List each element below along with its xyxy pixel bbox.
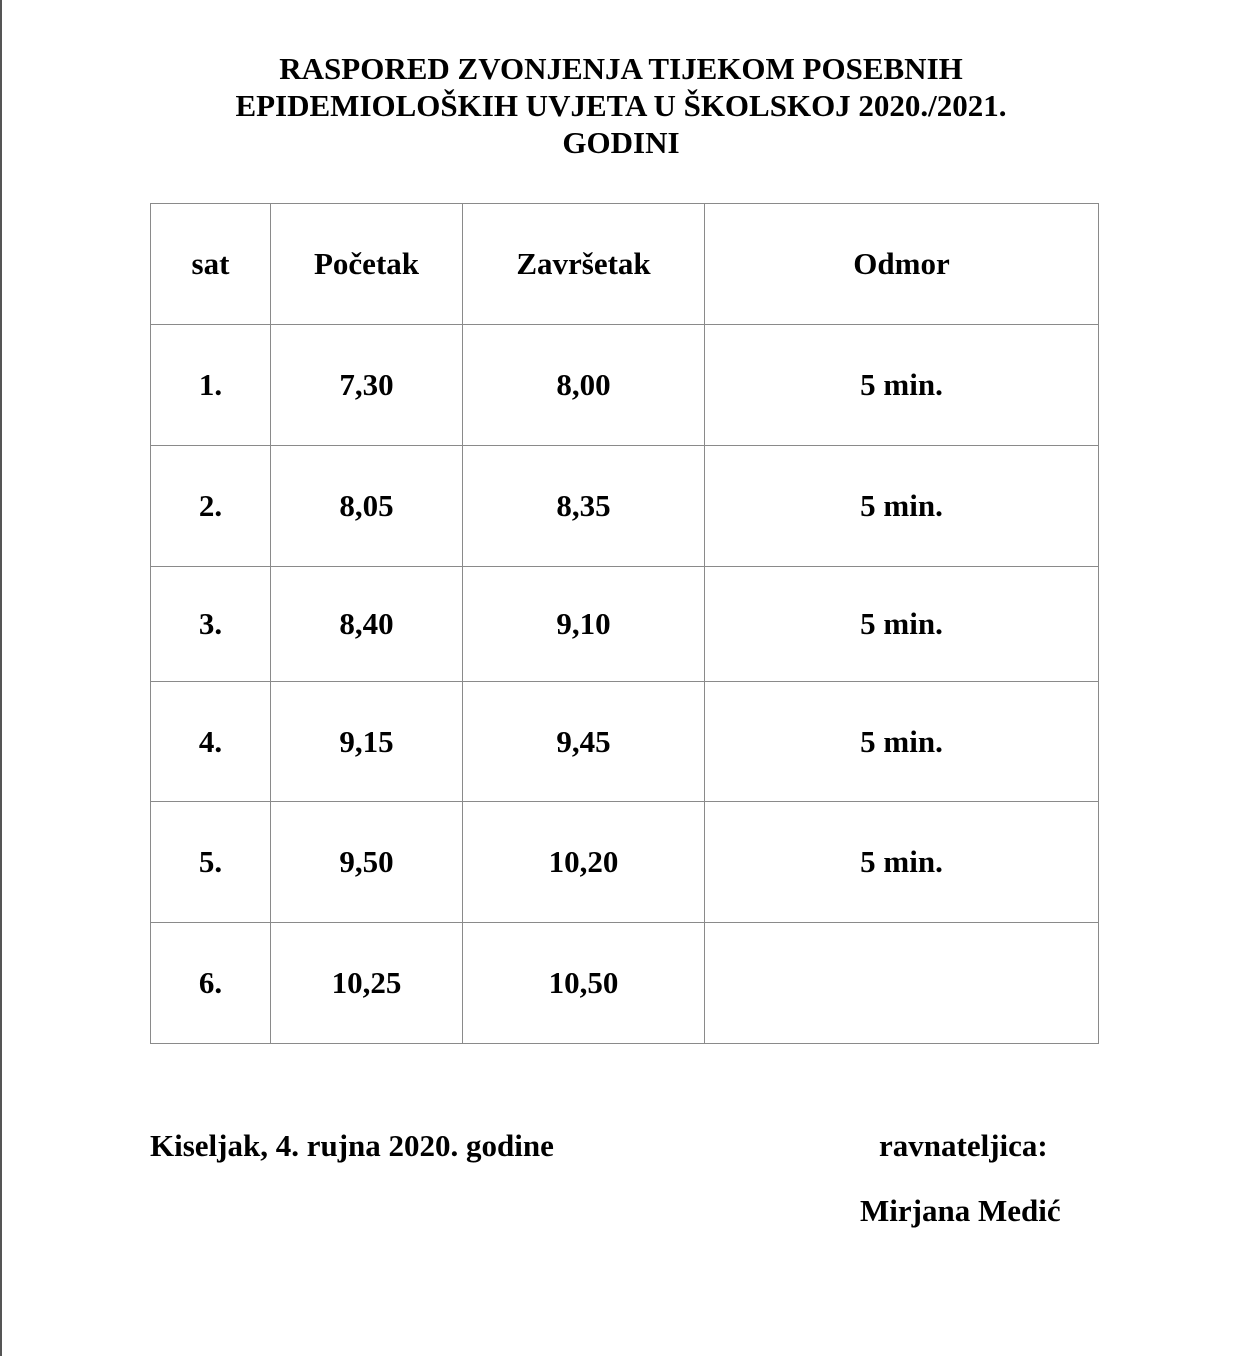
- header-odmor: Odmor: [705, 204, 1099, 325]
- cell-odmor: 5 min.: [705, 325, 1099, 446]
- header-zavrsetak: Završetak: [463, 204, 705, 325]
- cell-pocetak: 8,05: [271, 446, 463, 567]
- cell-zavrsetak: 10,50: [463, 923, 705, 1044]
- cell-zavrsetak: 10,20: [463, 802, 705, 923]
- place-date: Kiseljak, 4. rujna 2020. godine: [150, 1128, 554, 1163]
- table-row: [151, 325, 1099, 446]
- cell-odmor: 5 min.: [705, 446, 1099, 567]
- signatory-name: Mirjana Medić: [860, 1193, 1061, 1228]
- cell-odmor: 5 min.: [705, 802, 1099, 923]
- table-row: [151, 567, 1099, 682]
- cell-odmor: 5 min.: [705, 567, 1099, 682]
- cell-pocetak: 7,30: [271, 325, 463, 446]
- cell-sat: 4.: [151, 682, 271, 802]
- table-row: [151, 682, 1099, 802]
- table-row: [151, 802, 1099, 923]
- cell-odmor: [705, 923, 1099, 1044]
- table-row: [151, 446, 1099, 567]
- cell-odmor: 5 min.: [705, 682, 1099, 802]
- cell-zavrsetak: 8,35: [463, 446, 705, 567]
- cell-pocetak: 8,40: [271, 567, 463, 682]
- title-line-1: RASPORED ZVONJENJA TIJEKOM POSEBNIH: [279, 51, 963, 86]
- cell-pocetak: 9,15: [271, 682, 463, 802]
- header-sat: sat: [151, 204, 271, 325]
- cell-sat: 2.: [151, 446, 271, 567]
- bell-schedule-table: [150, 203, 1099, 1044]
- cell-sat: 3.: [151, 567, 271, 682]
- title-line-3: GODINI: [562, 125, 680, 160]
- table-row: [151, 923, 1099, 1044]
- document-title: [0, 50, 1242, 161]
- signatory-role: ravnateljica:: [879, 1128, 1048, 1163]
- cell-pocetak: 9,50: [271, 802, 463, 923]
- cell-sat: 5.: [151, 802, 271, 923]
- page-left-border: [0, 0, 2, 1356]
- header-pocetak: Početak: [271, 204, 463, 325]
- cell-zavrsetak: 9,10: [463, 567, 705, 682]
- table-header-row: [151, 204, 1099, 325]
- cell-sat: 1.: [151, 325, 271, 446]
- title-line-2: EPIDEMIOLOŠKIH UVJETA U ŠKOLSKOJ 2020./2021.: [235, 88, 1007, 123]
- cell-sat: 6.: [151, 923, 271, 1044]
- cell-pocetak: 10,25: [271, 923, 463, 1044]
- cell-zavrsetak: 8,00: [463, 325, 705, 446]
- cell-zavrsetak: 9,45: [463, 682, 705, 802]
